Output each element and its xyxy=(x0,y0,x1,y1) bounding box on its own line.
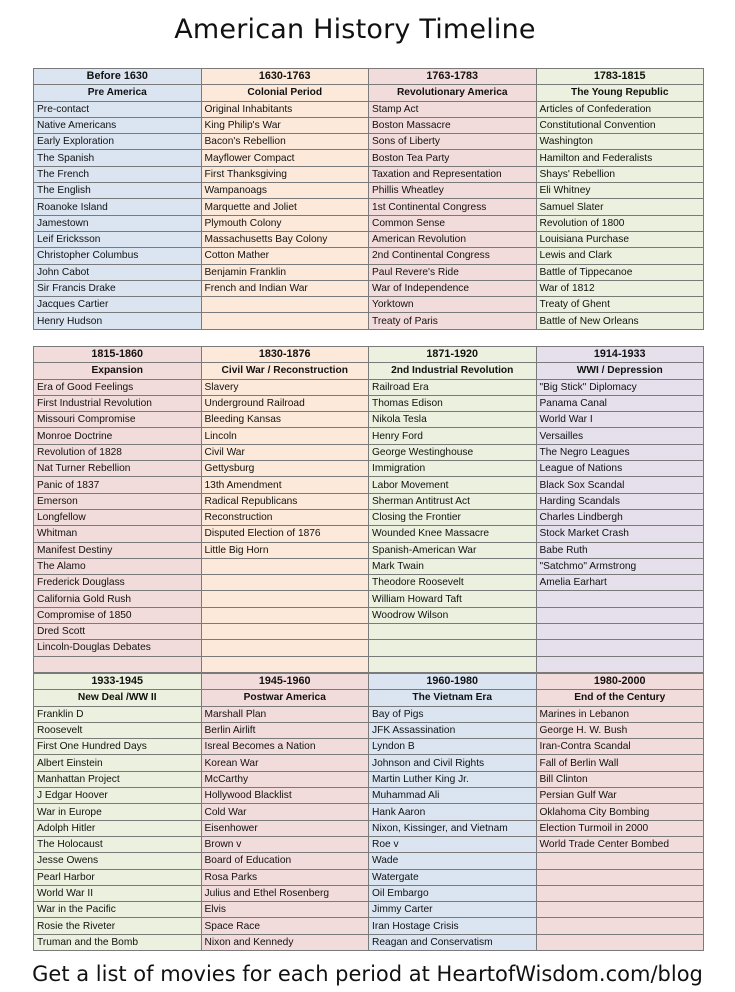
topic-cell: Franklin D xyxy=(34,706,202,722)
topic-cell: Louisiana Purchase xyxy=(536,231,704,247)
table-row xyxy=(34,280,704,296)
topic-cell: Oil Embargo xyxy=(369,885,537,901)
topic-cell: Persian Gulf War xyxy=(536,788,704,804)
period-years: 1830-1876 xyxy=(201,347,369,363)
period-name: Civil War / Reconstruction xyxy=(201,363,369,379)
table-row xyxy=(34,412,704,428)
topic-cell xyxy=(201,607,369,623)
topic-cell: Mayflower Compact xyxy=(201,150,369,166)
topic-cell: The Spanish xyxy=(34,150,202,166)
topic-cell: Marquette and Joliet xyxy=(201,199,369,215)
topic-cell: Theodore Roosevelt xyxy=(369,575,537,591)
topic-cell: 2nd Continental Congress xyxy=(369,248,537,264)
period-name: The Vietnam Era xyxy=(369,690,537,706)
topic-cell: Wampanoags xyxy=(201,183,369,199)
topic-cell xyxy=(369,656,537,672)
period-years: 1815-1860 xyxy=(34,347,202,363)
table-row xyxy=(34,428,704,444)
topic-cell: "Big Stick" Diplomacy xyxy=(536,379,704,395)
topic-cell: Nixon and Kennedy xyxy=(201,934,369,950)
topic-cell: Stock Market Crash xyxy=(536,526,704,542)
topic-cell: Nat Turner Rebellion xyxy=(34,461,202,477)
table-row xyxy=(34,117,704,133)
topic-cell: "Satchmo" Armstrong xyxy=(536,558,704,574)
topic-cell: Radical Republicans xyxy=(201,493,369,509)
table-row xyxy=(34,788,704,804)
topic-cell: Boston Tea Party xyxy=(369,150,537,166)
topic-cell: Election Turmoil in 2000 xyxy=(536,820,704,836)
topic-cell xyxy=(536,607,704,623)
topic-cell: Shays' Rebellion xyxy=(536,166,704,182)
topic-cell: League of Nations xyxy=(536,461,704,477)
topic-cell: Space Race xyxy=(201,918,369,934)
topic-cell: Bill Clinton xyxy=(536,771,704,787)
topic-cell: Jesse Owens xyxy=(34,853,202,869)
table-row xyxy=(34,836,704,852)
table-row xyxy=(34,509,704,525)
period-years: 1763-1783 xyxy=(369,69,537,85)
topic-cell: George Westinghouse xyxy=(369,444,537,460)
topic-cell: King Philip's War xyxy=(201,117,369,133)
topic-cell xyxy=(201,656,369,672)
topic-cell xyxy=(201,313,369,329)
topic-cell: Labor Movement xyxy=(369,477,537,493)
topic-cell: World War I xyxy=(536,412,704,428)
table-row xyxy=(34,591,704,607)
topic-cell: Original Inhabitants xyxy=(201,101,369,117)
topic-cell: Monroe Doctrine xyxy=(34,428,202,444)
page-title: American History Timeline xyxy=(174,14,536,45)
topic-cell: Stamp Act xyxy=(369,101,537,117)
table-row xyxy=(34,248,704,264)
topic-cell xyxy=(201,591,369,607)
topic-cell: Versailles xyxy=(536,428,704,444)
topic-cell: The Negro Leagues xyxy=(536,444,704,460)
topic-cell: Iran Hostage Crisis xyxy=(369,918,537,934)
topic-cell: Woodrow Wilson xyxy=(369,607,537,623)
table-row xyxy=(34,656,704,672)
topic-cell: William Howard Taft xyxy=(369,591,537,607)
table-row xyxy=(34,215,704,231)
table-row xyxy=(34,542,704,558)
topic-cell: California Gold Rush xyxy=(34,591,202,607)
topic-cell xyxy=(201,297,369,313)
table-row xyxy=(34,558,704,574)
topic-cell: Thomas Edison xyxy=(369,395,537,411)
topic-cell xyxy=(201,624,369,640)
topic-cell: Roosevelt xyxy=(34,722,202,738)
topic-cell: Oklahoma City Bombing xyxy=(536,804,704,820)
table-row xyxy=(34,134,704,150)
period-name: WWI / Depression xyxy=(536,363,704,379)
topic-cell: Jamestown xyxy=(34,215,202,231)
table-row xyxy=(34,853,704,869)
topic-cell: 13th Amendment xyxy=(201,477,369,493)
topic-cell: Articles of Confederation xyxy=(536,101,704,117)
topic-cell: Bacon's Rebellion xyxy=(201,134,369,150)
table-row xyxy=(34,199,704,215)
topic-cell: Muhammad Ali xyxy=(369,788,537,804)
topic-cell: Lyndon B xyxy=(369,739,537,755)
topic-cell: The French xyxy=(34,166,202,182)
period-years: 1783-1815 xyxy=(536,69,704,85)
period-years: 1933-1945 xyxy=(34,674,202,690)
table-row xyxy=(34,166,704,182)
topic-cell xyxy=(201,575,369,591)
table-row xyxy=(34,624,704,640)
topic-cell xyxy=(536,624,704,640)
topic-cell: Washington xyxy=(536,134,704,150)
table-row xyxy=(34,461,704,477)
topic-cell: Eli Whitney xyxy=(536,183,704,199)
topic-cell: Emerson xyxy=(34,493,202,509)
topic-cell: Lewis and Clark xyxy=(536,248,704,264)
topic-cell: Early Exploration xyxy=(34,134,202,150)
topic-cell: War of 1812 xyxy=(536,280,704,296)
topic-cell: Nikola Tesla xyxy=(369,412,537,428)
topic-cell xyxy=(536,869,704,885)
topic-cell: Leif Ericksson xyxy=(34,231,202,247)
topic-cell: Isreal Becomes a Nation xyxy=(201,739,369,755)
topic-cell: Christopher Columbus xyxy=(34,248,202,264)
topic-cell: Closing the Frontier xyxy=(369,509,537,525)
timeline-table-2 xyxy=(33,346,704,673)
table-row xyxy=(34,607,704,623)
table-row xyxy=(34,804,704,820)
topic-cell xyxy=(536,656,704,672)
period-years: 1980-2000 xyxy=(536,674,704,690)
topic-cell: Compromise of 1850 xyxy=(34,607,202,623)
topic-cell: John Cabot xyxy=(34,264,202,280)
topic-cell: The English xyxy=(34,183,202,199)
topic-cell: Panama Canal xyxy=(536,395,704,411)
topic-cell: Taxation and Representation xyxy=(369,166,537,182)
table-row xyxy=(34,264,704,280)
table-row xyxy=(34,183,704,199)
topic-cell: Sons of Liberty xyxy=(369,134,537,150)
topic-cell: Nixon, Kissinger, and Vietnam xyxy=(369,820,537,836)
topic-cell: Board of Education xyxy=(201,853,369,869)
topic-cell xyxy=(536,591,704,607)
topic-cell: World War II xyxy=(34,885,202,901)
topic-cell xyxy=(536,640,704,656)
timeline-table-3 xyxy=(33,673,704,951)
topic-cell: Cold War xyxy=(201,804,369,820)
topic-cell: Railroad Era xyxy=(369,379,537,395)
period-name: End of the Century xyxy=(536,690,704,706)
table-row xyxy=(34,313,704,329)
topic-cell: Berlin Airlift xyxy=(201,722,369,738)
topic-cell: Brown v xyxy=(201,836,369,852)
period-years: 1960-1980 xyxy=(369,674,537,690)
topic-cell: Albert Einstein xyxy=(34,755,202,771)
topic-cell: Reagan and Conservatism xyxy=(369,934,537,950)
period-name: Pre America xyxy=(34,85,202,101)
topic-cell: Iran-Contra Scandal xyxy=(536,739,704,755)
topic-cell: Samuel Slater xyxy=(536,199,704,215)
table-row xyxy=(34,739,704,755)
period-years: 1630-1763 xyxy=(201,69,369,85)
topic-cell: Yorktown xyxy=(369,297,537,313)
topic-cell: Henry Ford xyxy=(369,428,537,444)
topic-cell: Spanish-American War xyxy=(369,542,537,558)
table-row xyxy=(34,934,704,950)
period-name: Colonial Period xyxy=(201,85,369,101)
table-row xyxy=(34,297,704,313)
topic-cell xyxy=(201,640,369,656)
topic-cell: Roe v xyxy=(369,836,537,852)
topic-cell: Immigration xyxy=(369,461,537,477)
topic-cell: 1st Continental Congress xyxy=(369,199,537,215)
topic-cell: Battle of New Orleans xyxy=(536,313,704,329)
topic-cell: Revolution of 1828 xyxy=(34,444,202,460)
topic-cell: War of Independence xyxy=(369,280,537,296)
topic-cell: First Thanksgiving xyxy=(201,166,369,182)
period-years: 1945-1960 xyxy=(201,674,369,690)
topic-cell: Adolph Hitler xyxy=(34,820,202,836)
topic-cell: Hank Aaron xyxy=(369,804,537,820)
topic-cell: Whitman xyxy=(34,526,202,542)
topic-cell xyxy=(369,640,537,656)
table-row xyxy=(34,231,704,247)
topic-cell: Pearl Harbor xyxy=(34,869,202,885)
topic-cell: Hollywood Blacklist xyxy=(201,788,369,804)
topic-cell: War in the Pacific xyxy=(34,902,202,918)
topic-cell: Treaty of Paris xyxy=(369,313,537,329)
topic-cell: Slavery xyxy=(201,379,369,395)
topic-cell: Reconstruction xyxy=(201,509,369,525)
topic-cell: Manhattan Project xyxy=(34,771,202,787)
topic-cell: Constitutional Convention xyxy=(536,117,704,133)
table-row xyxy=(34,101,704,117)
footer-link-text: Get a list of movies for each period at HeartofWisdom.com/blog xyxy=(32,962,703,986)
topic-cell: Martin Luther King Jr. xyxy=(369,771,537,787)
topic-cell: Cotton Mather xyxy=(201,248,369,264)
topic-cell xyxy=(34,656,202,672)
topic-cell xyxy=(536,853,704,869)
topic-cell: Plymouth Colony xyxy=(201,215,369,231)
topic-cell: Roanoke Island xyxy=(34,199,202,215)
topic-cell: Rosa Parks xyxy=(201,869,369,885)
topic-cell: Babe Ruth xyxy=(536,542,704,558)
topic-cell: Longfellow xyxy=(34,509,202,525)
topic-cell: Massachusetts Bay Colony xyxy=(201,231,369,247)
topic-cell xyxy=(536,902,704,918)
topic-cell: Treaty of Ghent xyxy=(536,297,704,313)
table-row xyxy=(34,771,704,787)
topic-cell: The Alamo xyxy=(34,558,202,574)
topic-cell: Lincoln xyxy=(201,428,369,444)
topic-cell: Battle of Tippecanoe xyxy=(536,264,704,280)
topic-cell: Black Sox Scandal xyxy=(536,477,704,493)
topic-cell: Underground Railroad xyxy=(201,395,369,411)
topic-cell: Paul Revere's Ride xyxy=(369,264,537,280)
period-name: Expansion xyxy=(34,363,202,379)
topic-cell xyxy=(201,558,369,574)
topic-cell: Korean War xyxy=(201,755,369,771)
table-row xyxy=(34,706,704,722)
topic-cell: Little Big Horn xyxy=(201,542,369,558)
period-years: Before 1630 xyxy=(34,69,202,85)
topic-cell: Era of Good Feelings xyxy=(34,379,202,395)
topic-cell: Jacques Cartier xyxy=(34,297,202,313)
topic-cell: Henry Hudson xyxy=(34,313,202,329)
period-name: The Young Republic xyxy=(536,85,704,101)
period-years: 1914-1933 xyxy=(536,347,704,363)
topic-cell: Sir Francis Drake xyxy=(34,280,202,296)
topic-cell: McCarthy xyxy=(201,771,369,787)
topic-cell: Pre-contact xyxy=(34,101,202,117)
table-row xyxy=(34,755,704,771)
topic-cell xyxy=(536,918,704,934)
topic-cell: Revolution of 1800 xyxy=(536,215,704,231)
topic-cell: George H. W. Bush xyxy=(536,722,704,738)
period-years: 1871-1920 xyxy=(369,347,537,363)
topic-cell: Boston Massacre xyxy=(369,117,537,133)
topic-cell: Lincoln-Douglas Debates xyxy=(34,640,202,656)
table-row xyxy=(34,379,704,395)
topic-cell: Marines in Lebanon xyxy=(536,706,704,722)
topic-cell: French and Indian War xyxy=(201,280,369,296)
topic-cell: Watergate xyxy=(369,869,537,885)
period-name: New Deal /WW II xyxy=(34,690,202,706)
topic-cell: Missouri Compromise xyxy=(34,412,202,428)
topic-cell: Amelia Earhart xyxy=(536,575,704,591)
table-row xyxy=(34,493,704,509)
topic-cell: Bleeding Kansas xyxy=(201,412,369,428)
topic-cell: Native Americans xyxy=(34,117,202,133)
topic-cell xyxy=(536,934,704,950)
topic-cell: J Edgar Hoover xyxy=(34,788,202,804)
table-row xyxy=(34,150,704,166)
table-row xyxy=(34,477,704,493)
topic-cell: Wade xyxy=(369,853,537,869)
topic-cell: Dred Scott xyxy=(34,624,202,640)
topic-cell: Phillis Wheatley xyxy=(369,183,537,199)
table-row xyxy=(34,885,704,901)
topic-cell: Wounded Knee Massacre xyxy=(369,526,537,542)
topic-cell: Jimmy Carter xyxy=(369,902,537,918)
table-row xyxy=(34,575,704,591)
topic-cell: Bay of Pigs xyxy=(369,706,537,722)
topic-cell: War in Europe xyxy=(34,804,202,820)
topic-cell: Charles Lindbergh xyxy=(536,509,704,525)
topic-cell: Panic of 1837 xyxy=(34,477,202,493)
topic-cell: Fall of Berlin Wall xyxy=(536,755,704,771)
topic-cell: Manifest Destiny xyxy=(34,542,202,558)
topic-cell: First One Hundred Days xyxy=(34,739,202,755)
table-row xyxy=(34,722,704,738)
table-row xyxy=(34,395,704,411)
topic-cell: Disputed Election of 1876 xyxy=(201,526,369,542)
topic-cell: Truman and the Bomb xyxy=(34,934,202,950)
table-row xyxy=(34,820,704,836)
table-row xyxy=(34,526,704,542)
table-row xyxy=(34,640,704,656)
topic-cell: Civil War xyxy=(201,444,369,460)
topic-cell: Eisenhower xyxy=(201,820,369,836)
topic-cell: Sherman Antitrust Act xyxy=(369,493,537,509)
topic-cell: Common Sense xyxy=(369,215,537,231)
topic-cell: The Holocaust xyxy=(34,836,202,852)
topic-cell: American Revolution xyxy=(369,231,537,247)
topic-cell: Benjamin Franklin xyxy=(201,264,369,280)
table-row xyxy=(34,869,704,885)
period-name: Postwar America xyxy=(201,690,369,706)
topic-cell: Frederick Douglass xyxy=(34,575,202,591)
topic-cell xyxy=(536,885,704,901)
topic-cell: Rosie the Riveter xyxy=(34,918,202,934)
topic-cell: Julius and Ethel Rosenberg xyxy=(201,885,369,901)
period-name: 2nd Industrial Revolution xyxy=(369,363,537,379)
topic-cell: Gettysburg xyxy=(201,461,369,477)
topic-cell: Johnson and Civil Rights xyxy=(369,755,537,771)
topic-cell: World Trade Center Bombed xyxy=(536,836,704,852)
topic-cell: JFK Assassination xyxy=(369,722,537,738)
topic-cell: Harding Scandals xyxy=(536,493,704,509)
period-name: Revolutionary America xyxy=(369,85,537,101)
timeline-table-1 xyxy=(33,68,704,330)
topic-cell: First Industrial Revolution xyxy=(34,395,202,411)
topic-cell: Hamilton and Federalists xyxy=(536,150,704,166)
table-row xyxy=(34,902,704,918)
table-row xyxy=(34,444,704,460)
topic-cell: Marshall Plan xyxy=(201,706,369,722)
topic-cell xyxy=(369,624,537,640)
table-row xyxy=(34,918,704,934)
topic-cell: Mark Twain xyxy=(369,558,537,574)
topic-cell: Elvis xyxy=(201,902,369,918)
